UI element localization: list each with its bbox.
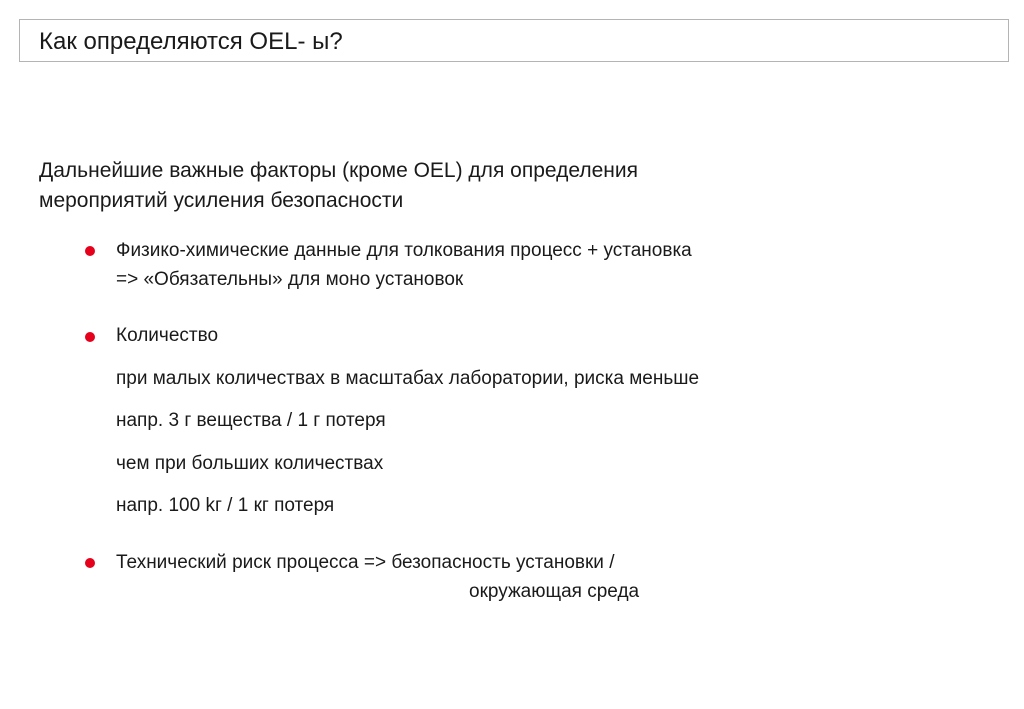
item-2-line-2: при малых количествах в масштабах лаборатории, риска меньше — [116, 368, 700, 389]
page-title: Как определяются OEL- ы? — [39, 28, 343, 55]
item-1-line-1: Физико-химические данные для толкования процесс + установка — [116, 240, 692, 261]
section-heading — [39, 156, 638, 216]
bullet-dot-icon — [85, 246, 95, 256]
item-2-line-5: напр. 100 kг / 1 кг потеря — [116, 495, 335, 516]
item-2-line-3: напр. 3 г вещества / 1 г потеря — [116, 410, 386, 431]
item-2-line-4: чем при больших количествах — [116, 453, 384, 474]
item-3-line-2: окружающая среда — [469, 581, 640, 602]
item-1-line-2: => «Обязательны» для моно установок — [116, 269, 464, 290]
section-heading-line-2: мероприятий усиления безопасности — [39, 189, 404, 212]
item-2-line-1: Количество — [116, 325, 219, 346]
section-heading-line-1: Дальнейшие важные факторы (кроме OEL) для определения — [39, 159, 638, 182]
bullet-dot-icon — [85, 332, 95, 342]
item-3-line-1: Технический риск процесса => безопасность установки / — [116, 552, 615, 573]
title-box — [19, 19, 1009, 62]
bullet-dot-icon — [85, 558, 95, 568]
